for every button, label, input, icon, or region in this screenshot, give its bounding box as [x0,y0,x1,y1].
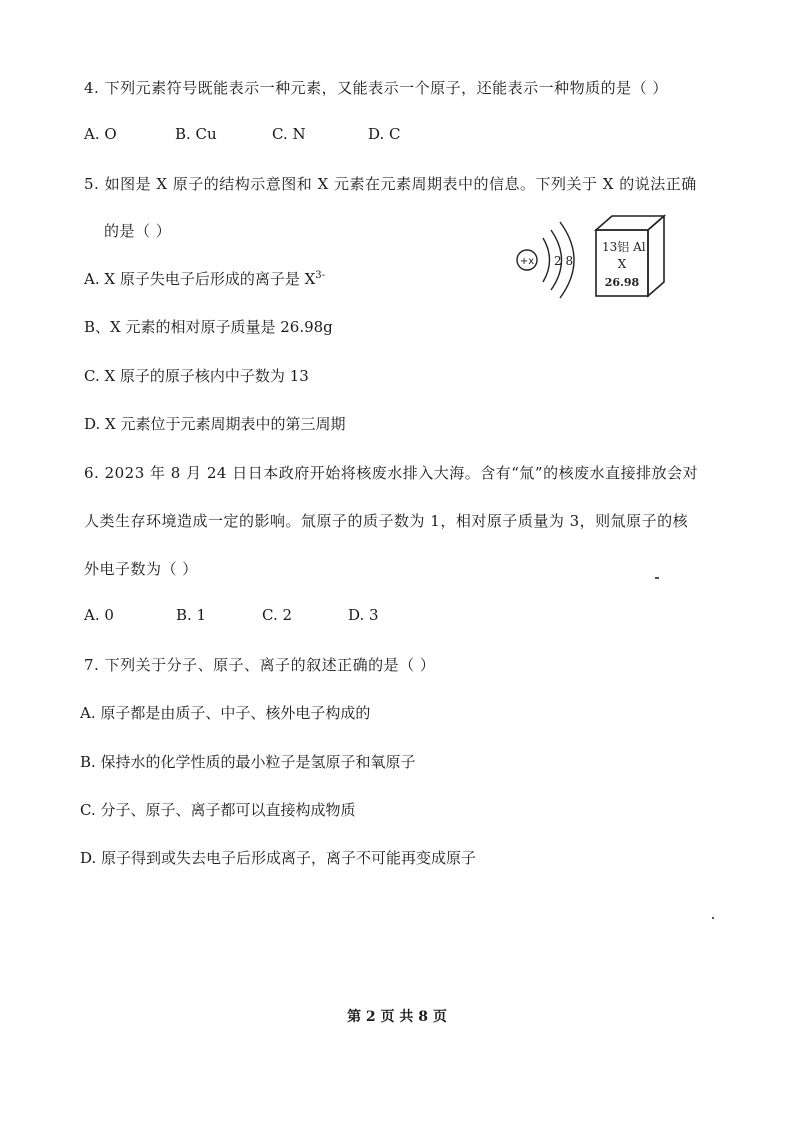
q6-option-d: D. 3 [348,606,379,624]
scan-speck [712,917,714,919]
q5-option-d: D. X 元素位于元素周期表中的第三周期 [84,415,346,433]
q6-stem-line3: 外电子数为（ ） [84,560,198,578]
q5-option-a-charge: 3- [315,270,326,281]
page-footer: 第 2 页 共 8 页 [347,1009,447,1025]
q4-option-b: B. Cu [175,125,217,143]
q5-stem-line2: 的是（ ） [104,222,172,240]
q4-stem: 4. 下列元素符号既能表示一种元素，又能表示一个原子，还能表示一种物质的是（ ） [84,79,668,97]
element-info-box [592,214,672,298]
q6-option-a: A. 0 [84,606,114,624]
q6-stem-line1: 6. 2023 年 8 月 24 日日本政府开始将核废水排入大海。含有“氚”的核废水直接排放会对 [84,464,699,482]
box-top-face [596,216,664,230]
q6-option-c: C. 2 [262,606,293,624]
nucleus-charge: +x [519,256,535,267]
q7-stem: 7. 下列关于分子、原子、离子的叙述正确的是（ ） [84,656,436,674]
q4-option-d: D. C [368,125,401,143]
q4-option-a: A. O [84,125,117,143]
q7-option-d: D. 原子得到或失去电子后形成离子，离子不可能再变成原子 [80,849,477,867]
q4-option-c: C. N [272,125,306,143]
q7-option-c: C. 分子、原子、离子都可以直接构成物质 [80,801,356,819]
q5-option-b: B、X 元素的相对原子质量是 26.98g [84,318,333,336]
q5-option-a [84,268,325,289]
scan-speck [655,577,659,579]
q7-option-b: B. 保持水的化学性质的最小粒子是氢原子和氧原子 [80,753,416,771]
q6-option-b: B. 1 [176,606,207,624]
element-mass: 26.98 [604,276,640,289]
electron-shell-1 [543,238,550,282]
q7-option-a: A. 原子都是由质子、中子、核外电子构成的 [80,704,371,722]
box-side-face [648,216,664,296]
q5-option-c: C. X 原子的原子核内中子数为 13 [84,367,309,385]
q6-stem-line2: 人类生存环境造成一定的影响。氚原子的质子数为 1，相对原子质量为 3，则氚原子的核 [84,512,689,530]
q5-option-a-text: A. X 原子失电子后形成的离子是 X [84,270,316,288]
element-number-name: 13铝 Al [602,240,646,254]
element-symbol: X [617,257,627,271]
atom-structure-diagram [510,218,590,308]
q5-stem-line1: 5. 如图是 X 原子的结构示意图和 X 元素在元素周期表中的信息。下列关于 X 的说法正确 [84,175,697,193]
shell-electron-counts: 2 8 [554,254,574,268]
